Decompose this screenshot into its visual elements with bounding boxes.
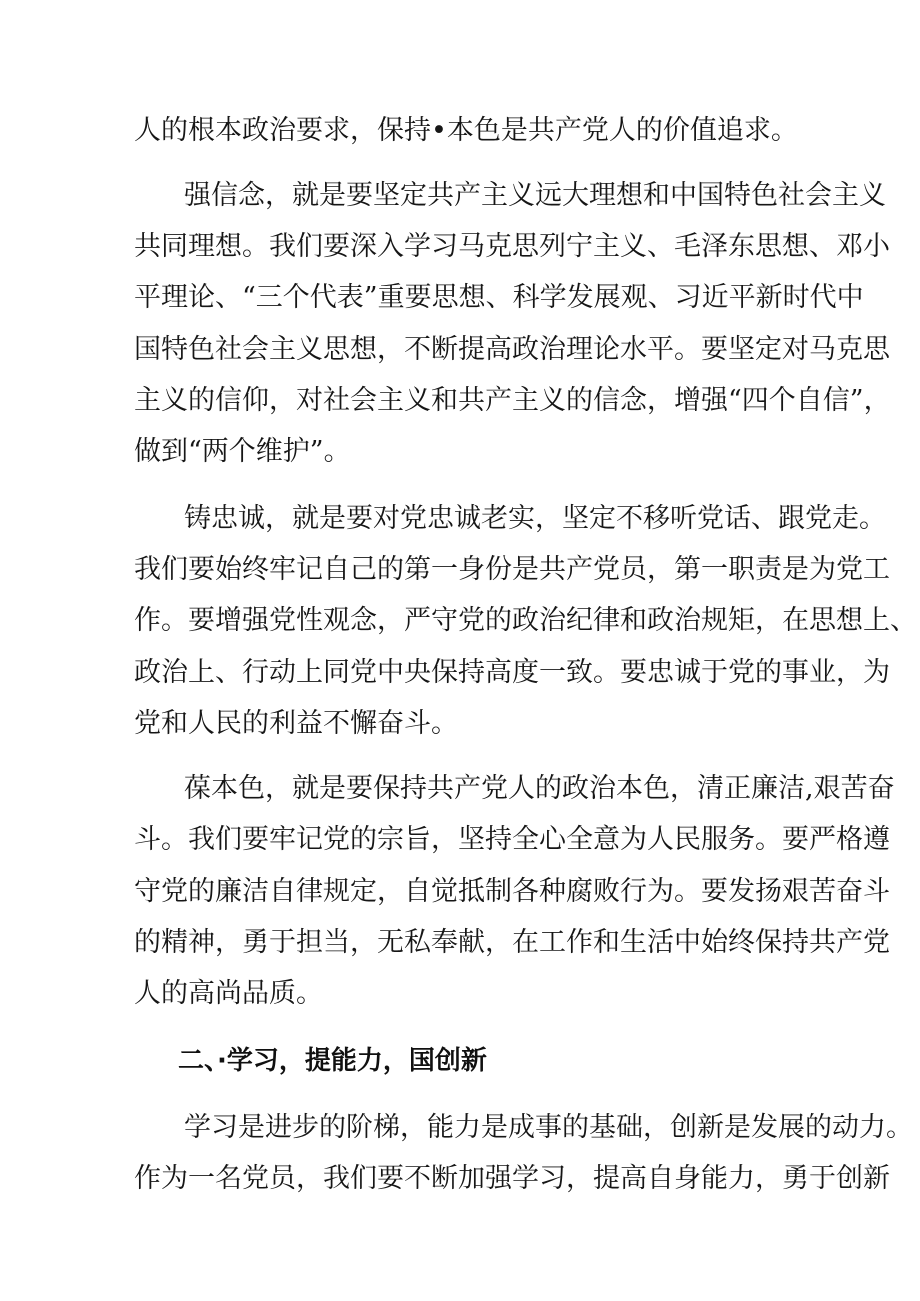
section-heading: 二、·学习，提能力，国创新: [178, 1046, 487, 1076]
text-line: 作为一名党员，我们要不断加强学习，提高自身能力，勇于创新: [134, 1163, 890, 1194]
text-line: 党和人民的利益不懈奋斗。: [134, 708, 458, 739]
text-line: 守党的廉洁自律规定，自觉抵制各种腐败行为。要发扬艰苦奋斗: [134, 876, 890, 907]
text-line: 主义的信仰，对社会主义和共产主义的信念，增强“四个自信”，: [134, 385, 891, 416]
text-line: 我们要始终牢记自己的第一身份是共产党员，第一职责是为党工: [134, 554, 890, 585]
text-line: 人的高尚品质。: [134, 978, 323, 1009]
text-line: 铸忠诚，就是要对党忠诚老实，坚定不移听党话、跟党走。: [184, 503, 886, 534]
text-line: 平理论、“三个代表”重要思想、科学发展观、习近平新时代中: [134, 282, 864, 313]
text-line: 作。要增强党性观念，严守党的政治纪律和政治规矩，在思想上、: [134, 605, 917, 636]
text-line: 强信念，就是要坚定共产主义远大理想和中国特色社会主义: [184, 180, 886, 211]
text-line: 国特色社会主义思想，不断提高政治理论水平。要坚定对马克思: [134, 334, 890, 365]
text-line: 葆本色，就是要保持共产党人的政治本色，清正廉洁,艰苦奋: [184, 773, 895, 804]
text-line: 斗。我们要牢记党的宗旨，坚持全心全意为人民服务。要严格遵: [134, 824, 890, 855]
text-line: 做到“两个维护”。: [134, 436, 351, 467]
text-line: 政治上、行动上同党中央保持高度一致。要忠诚于党的事业，为: [134, 657, 890, 688]
text-line: 学习是进步的阶梯，能力是成事的基础，创新是发展的动力。: [184, 1112, 913, 1143]
text-line: 人的根本政治要求，保持•本色是共产党人的价值追求。: [134, 115, 798, 146]
text-line: 共同理想。我们要深入学习马克思列宁主义、毛泽东思想、邓小: [134, 231, 890, 262]
text-line: 的精神，勇于担当，无私奉献，在工作和生活中始终保持共产党: [134, 927, 890, 958]
